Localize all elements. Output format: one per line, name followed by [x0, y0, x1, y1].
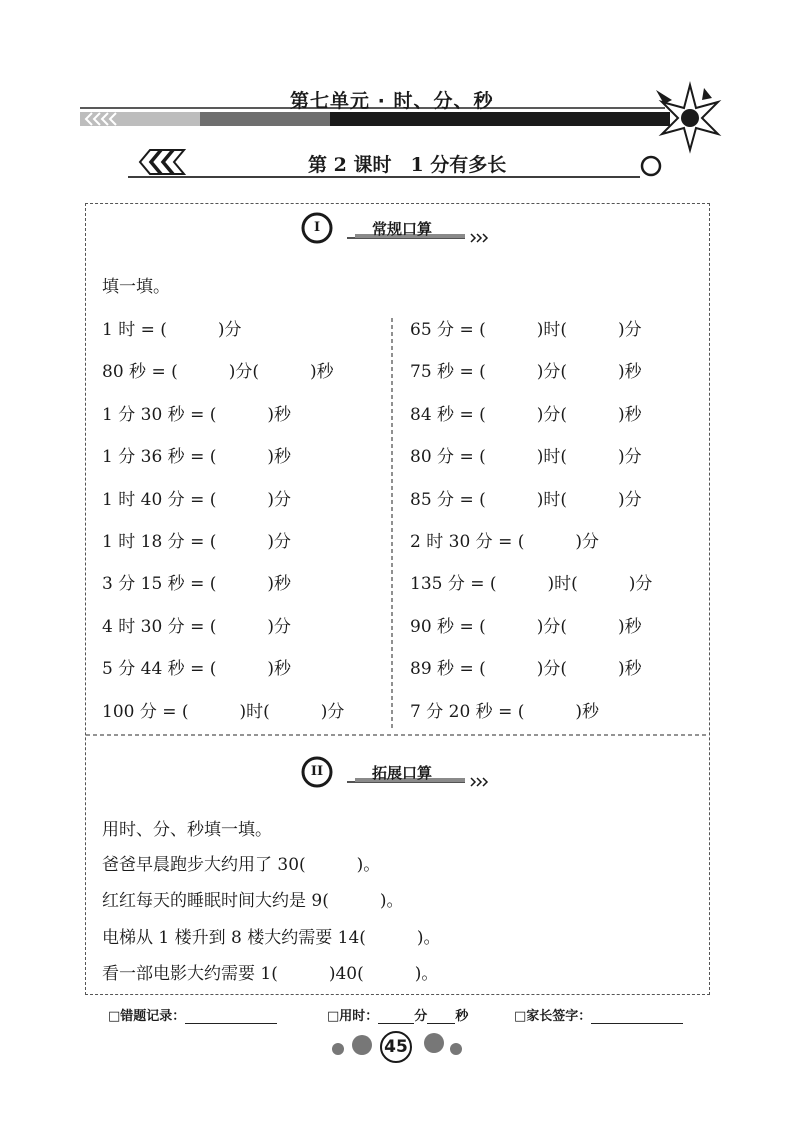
section2-line-1: 爸爸早晨跑步大约用了 30( )。: [102, 855, 381, 875]
signature-label: □家长签字：: [514, 1009, 592, 1024]
signature-blank[interactable]: [591, 1009, 683, 1024]
right-item-5: 85 分 = ( )时( )分: [410, 490, 642, 510]
mistakes-record: [108, 1005, 277, 1024]
mistakes-label: □错题记录：: [108, 1009, 186, 1024]
left-item-2: 80 秒 = ( )分( )秒: [102, 362, 334, 382]
left-item-5: 1 时 40 分 = ( )分: [102, 490, 291, 510]
right-item-9: 89 秒 = ( )分( )秒: [410, 659, 642, 679]
right-item-2: 75 秒 = ( )分( )秒: [410, 362, 642, 382]
left-item-9: 5 分 44 秒 = ( )秒: [102, 659, 291, 679]
minutes-blank[interactable]: [378, 1009, 414, 1024]
right-item-8: 90 秒 = ( )分( )秒: [410, 617, 642, 637]
section1-numeral: I: [313, 220, 321, 235]
right-item-4: 80 分 = ( )时( )分: [410, 447, 642, 467]
mistakes-blank[interactable]: [185, 1009, 277, 1024]
seconds-unit: 秒: [455, 1009, 469, 1024]
right-item-10: 7 分 20 秒 = ( )秒: [410, 702, 599, 722]
time-label: □用时：: [327, 1009, 379, 1024]
minutes-unit: 分: [414, 1009, 428, 1024]
left-item-8: 4 时 30 分 = ( )分: [102, 617, 291, 637]
seconds-blank[interactable]: [427, 1009, 455, 1024]
left-item-1: 1 时 = ( )分: [102, 320, 242, 340]
right-item-6: 2 时 30 分 = ( )分: [410, 532, 599, 552]
parent-signature: [514, 1005, 683, 1024]
section1-instruction: 填一填。: [102, 277, 170, 297]
page-number: 45: [384, 1037, 408, 1057]
left-item-6: 1 时 18 分 = ( )分: [102, 532, 291, 552]
left-item-7: 3 分 15 秒 = ( )秒: [102, 574, 291, 594]
dot-icon: [332, 1043, 344, 1055]
dot-icon: [352, 1035, 372, 1055]
right-item-1: 65 分 = ( )时( )分: [410, 320, 642, 340]
unit-title: 第七单元 · 时、分、秒: [290, 90, 494, 112]
section2-line-2: 红红每天的睡眠时间大约是 9( )。: [102, 891, 404, 911]
dot-icon: [450, 1043, 462, 1055]
section2-line-4: 看一部电影大约需要 1( )40( )。: [102, 964, 439, 984]
right-item-7: 135 分 = ( )时( )分: [410, 574, 653, 594]
section2-numeral: II: [310, 764, 324, 779]
right-item-3: 84 秒 = ( )分( )秒: [410, 405, 642, 425]
lesson-title: 第 2 课时 1 分有多长: [308, 154, 507, 176]
time-used: [327, 1005, 468, 1024]
section2-line-3: 电梯从 1 楼升到 8 楼大约需要 14( )。: [102, 928, 441, 948]
left-item-3: 1 分 30 秒 = ( )秒: [102, 405, 291, 425]
dot-icon: [424, 1033, 444, 1053]
section2-instruction: 用时、分、秒填一填。: [102, 820, 272, 840]
left-item-10: 100 分 = ( )时( )分: [102, 702, 345, 722]
section2-label: 拓展口算: [372, 764, 433, 782]
section1-label: 常规口算: [372, 220, 433, 238]
left-item-4: 1 分 36 秒 = ( )秒: [102, 447, 291, 467]
